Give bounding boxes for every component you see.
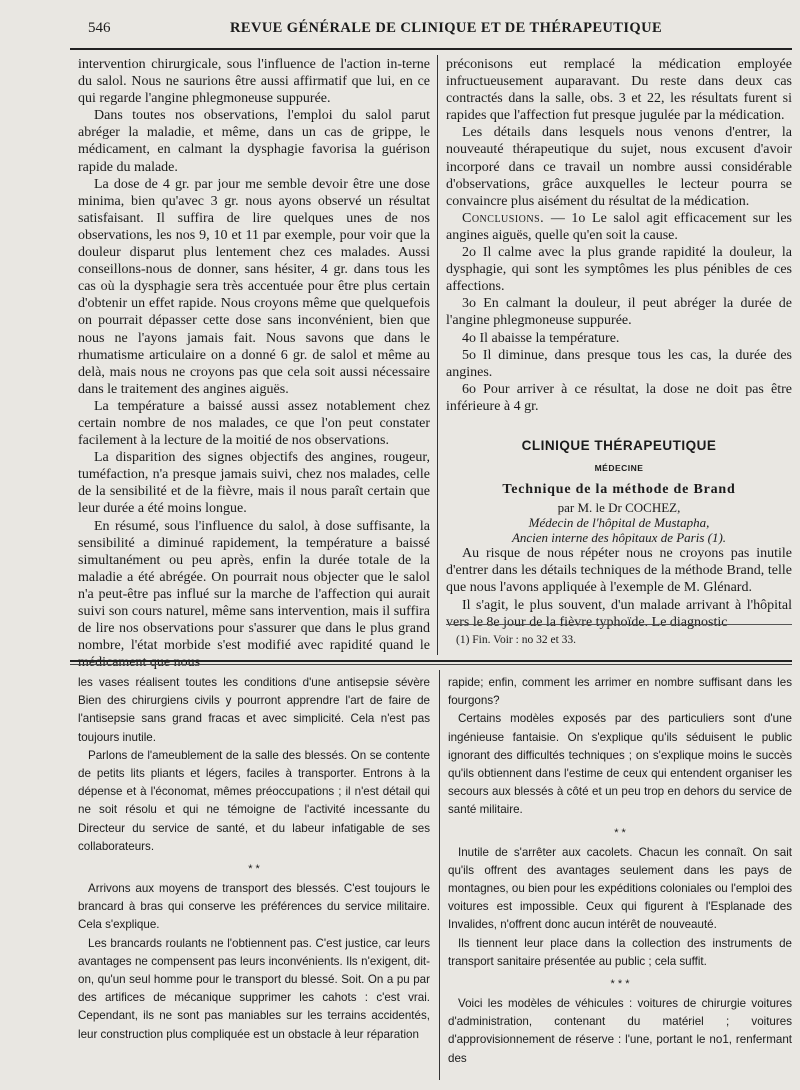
- paragraph: Les brancards roulants ne l'obtiennent pas. C'est justice, car leurs avantages ne compensent pas leurs inconvénients. Ils n'exigent, dit-on, qu'un seul homme pour le transport du blessé. Soit. On a pu par des artifices de mécanique supprimer les cahots : c'est vrai. Cependant, ils ne sont pas maniables sur les terrains accidentés, leur construction plus compliquée est un obstacle à leur réparation: [78, 936, 430, 1041]
- footnote-rule: [446, 624, 792, 625]
- paragraph: Voici les modèles de véhicules : voitures de chirurgie voitures d'administration, contenant du matériel ; voitures d'approvisionnement de réserve : l'une, portant le no1, renfermant des: [448, 997, 792, 1065]
- paragraph: Au risque de nous répéter nous ne croyons pas inutile d'entrer dans les détails techniques de la méthode Brand, telle que nous l'avons appliquée à l'exemple de M. Glénard.: [446, 546, 792, 596]
- author-line: par M. le Dr COCHEZ,: [557, 500, 681, 516]
- upper-right-column: [446, 56, 792, 631]
- paragraph: Arrivons aux moyens de transport des blessés. C'est toujours le brancard à bras qui conserve les préférences du service militaire. Cela s'explique.: [78, 882, 430, 932]
- conclusion-1: — 1o Le salol agit efficacement sur les angines aiguës, quelle qu'en soit la cause.: [446, 210, 793, 243]
- upper-left-column: [78, 56, 430, 671]
- section-stars: * *: [248, 863, 260, 876]
- section-stars: * * *: [610, 978, 630, 991]
- affiliation-1: Médecin de l'hôpital de Mustapha,: [528, 515, 710, 531]
- page-header: [70, 20, 792, 42]
- section-subtitle: MÉDECINE: [594, 463, 644, 474]
- section-title: CLINIQUE THÉRAPEUTIQUE: [521, 437, 717, 453]
- paragraph: Les détails dans lesquels nous venons d'entrer, la nouveauté thérapeutique du sujet, nous excusent d'avoir incorporé dans ce travail un nombre aussi considérable d'observations, grâce auxquelles le lecteur pourra se convaincre plus aisément du résultat de la médication.: [446, 125, 792, 209]
- paragraph: intervention chirurgicale, sous l'influence de l'action in-terne du salol. Nous ne saurions être aussi affirmatif que lui, en ce qui regarde l'angine phlegmoneuse suppurée.: [78, 57, 430, 107]
- conclusion-4: 4o Il abaisse la température.: [462, 330, 620, 346]
- lower-left-column: [78, 674, 430, 1044]
- conclusion-6: 6o Pour arriver à ce résultat, la dose ne doit pas être inférieure à 4 gr.: [446, 381, 792, 414]
- header-rule: [70, 48, 792, 50]
- paragraph: préconisons eut remplacé la médication employée infructueusement auparavant. Du reste dans deux cas contractés dans la salle, obs. 3 et 22, les résultats furent si rapides que l'affection fut presque jugulée par la médication.: [446, 57, 792, 124]
- paragraph: Ils tiennent leur place dans la collection des instruments de transport sanitaire présentée au public ; cela suffit.: [448, 936, 792, 968]
- conclusion-3: 3o En calmant la douleur, il peut abréger la durée de l'angine phlegmoneuse suppurée.: [446, 296, 792, 329]
- lower-right-column: [448, 674, 792, 1068]
- conclusion-2: 2o Il calme avec la plus grande rapidité la douleur, la dysphagie, qui sont les symptômes les plus pénibles de ces affections.: [446, 245, 792, 295]
- conclusions-label: Conclusions.: [462, 210, 545, 226]
- footnote: (1) Fin. Voir : no 32 et 33.: [456, 634, 577, 646]
- column-divider: [437, 55, 438, 655]
- paragraph: En résumé, sous l'influence du salol, à dose suffisante, la sensibilité a diminué rapidement, la température a baissé simultanément ou peu après, enfin la durée totale de la maladie a été abrégée. On pourrait nous objecter que le salol n'a peut-être pas influé sur la marche de l'affection qui aurait suivi son cours naturel, même sans intervention, mais il suffira de lire nos observations pour s'assurer que dans le plus grand nombre, l'état morbide s'est modifié avec rapidité quand le médicament que nous: [78, 518, 430, 671]
- conclusions-paragraph: [446, 210, 792, 244]
- paragraph: Parlons de l'ameublement de la salle des blessés. On se contente de petits lits pliants et légers, faciles à transporter. Entrons à la dépense et à l'économat, mêmes préoccupations ; il n'est détail qui ne soit résolu et qui ne témoigne de l'activité incessante du Directeur du service de santé, et du labeur infatigable de ses collaborateurs.: [78, 748, 430, 853]
- paragraph: La dose de 4 gr. par jour me semble devoir être une dose minima, bien qu'avec 3 gr. nous ayons observé un résultat satisfaisant. Il suffira de lire quelques unes de nos observations, les nos 9, 10 et 11 par exemple, pour voir que la douleur disparut plus lentement chez ces malades. Aussi conseillons-nous de donner, sans hésiter, 4 gr. dans tous les cas où la dysphagie sera très accentuée pour être plus certain d'obtenir un effet rapide. Nous croyons même que quelquefois on pourrait dépasser cette dose sans inconvénient, bien que nous ne l'ayons jamais fait. Nous savons que dans le rhumatisme articulaire on a donné 6 gr. de salol et même au delà, mais nous ne croyons pas que cela soit aussi nécessaire dans le traitement des angines aiguës.: [78, 176, 430, 397]
- section-divider-thick: [70, 660, 792, 662]
- author-former: [446, 530, 792, 545]
- article-title: Technique de la méthode de Brand: [502, 482, 736, 498]
- paragraph: rapide; enfin, comment les arrimer en nombre suffisant dans les fourgons?: [448, 676, 792, 708]
- paragraph: La disparition des signes objectifs des angines, rougeur, tuméfaction, n'a presque jamais suivi, chez nos malades, celle de la sensibilité et de la fièvre, mais il nous paraît certain que leur durée a été moins longue.: [78, 450, 430, 517]
- section-stars: * *: [614, 826, 626, 839]
- conclusion-5: 5o Il diminue, dans presque tous les cas, la durée des angines.: [446, 347, 792, 380]
- running-title: REVUE GÉNÉRALE DE CLINIQUE ET DE THÉRAPEUTIQUE: [230, 20, 663, 36]
- paragraph: les vases réalisent toutes les conditions d'une antisepsie sévère Bien des chirurgiens civils y pourront apprendre l'art de faire de l'antisepsie sans grand fracas et avec simplicité. Cela n'est pas toujours inutile.: [78, 676, 430, 744]
- paragraph: Dans toutes nos observations, l'emploi du salol parut abréger la maladie, et même, dans un cas de grippe, le médicament, en calmant la dysphagie favorisa la guérison rapide du malade.: [78, 108, 430, 175]
- section-divider-thin: [70, 664, 792, 665]
- paragraph: La température a baissé aussi assez notablement chez certain nombre de nos malades, ce que l'on peut constater facilement à la lecture de la moitié de nos observations.: [78, 398, 430, 449]
- paragraph: Il s'agit, le plus souvent, d'un malade arrivant à l'hôpital vers le 8e jour de la fièvre typhoïde. Le diagnostic: [446, 597, 792, 630]
- affiliation-2: Ancien interne des hôpitaux de Paris (1).: [511, 530, 727, 546]
- paragraph: Certains modèles exposés par des particuliers sont d'une ingénieuse fantaisie. On s'explique qu'ils séduisent le public ignorant des difficultés techniques ; on s'explique moins le succès qu'ils obtiennent dans l'estime de ceux qui entendent organiser les secours aux blessés à côté et un peu trop en dehors du service de santé militaire.: [448, 712, 792, 817]
- column-divider-lower: [439, 670, 440, 1080]
- page-number: 546: [88, 20, 111, 36]
- author-affiliation: [446, 515, 792, 530]
- paragraph: Inutile de s'arrêter aux cacolets. Chacun les connaît. On sait qu'ils offrent des avantages seulement dans les pays de montagnes, ou bien pour les expéditions coloniales ou l'emploi des voitures est impossible. Ceux qui figurent à l'Esplanade des Invalides, n'offrent donc aucun intérêt de nouveauté.: [448, 845, 792, 932]
